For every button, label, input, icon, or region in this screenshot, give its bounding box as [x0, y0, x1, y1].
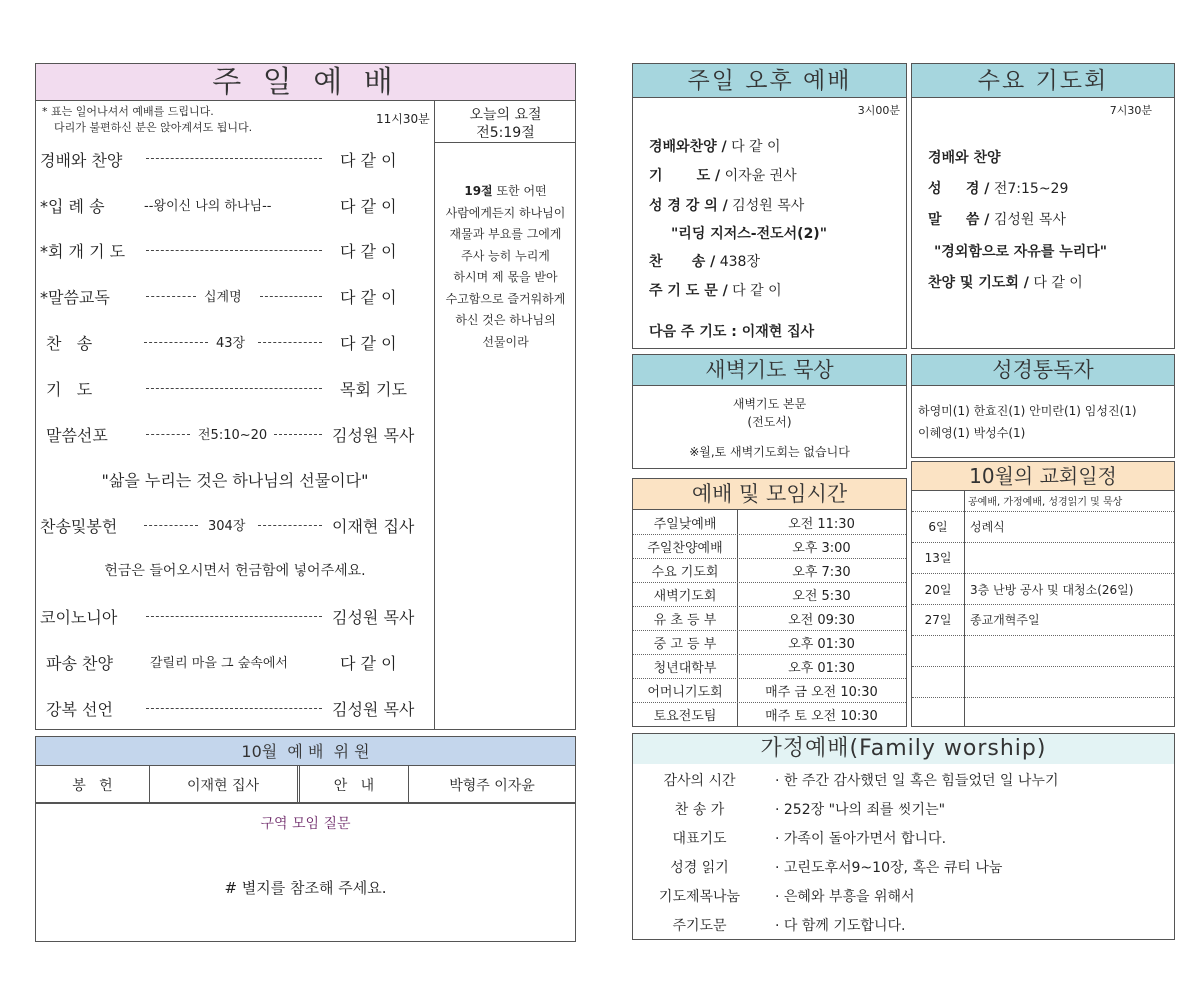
- afternoon-row: 경배와찬양 / 다 같 이: [649, 139, 781, 155]
- calendar-event: 성례식: [970, 520, 1005, 534]
- sunday-worship-title: 주 일 예 배: [36, 64, 575, 101]
- wednesday-row: 성 경 / 전7:15~29: [928, 181, 1069, 197]
- order-label: *말씀교독: [40, 288, 110, 307]
- schedule-time: 오후 7:30: [792, 565, 851, 580]
- family-worship-panel: [632, 733, 1175, 940]
- verse-line: 하신 것은 하나님의: [455, 313, 556, 327]
- order-label: 찬 송: [46, 334, 93, 353]
- calendar-day: 13일: [924, 551, 952, 565]
- order-label: 말씀선포: [46, 426, 108, 445]
- sermon-title: "삶을 누리는 것은 하나님의 선물이다": [101, 471, 369, 490]
- afternoon-time: 3시00분: [857, 104, 900, 117]
- october-calendar-title: 10월의 교회일정: [912, 462, 1174, 491]
- dawn-prayer-title: 새벽기도 묵상: [633, 355, 906, 386]
- order-leader: 목회 기도: [340, 380, 407, 399]
- afternoon-row: 성 경 강 의 / 김성원 목사: [649, 198, 805, 214]
- order-leader: 김성원 목사: [332, 608, 415, 627]
- schedule-time: 오후 01:30: [788, 637, 855, 652]
- stand-note: * 표는 일어나셔서 예배를 드립니다.: [42, 105, 214, 118]
- usher-label: 안 내: [333, 778, 375, 794]
- afternoon-row: 찬 송 / 438장: [649, 254, 760, 270]
- group-question-title: 구역 모임 질문: [260, 816, 351, 832]
- family-value: · 고린도후서9~10장, 혹은 큐티 나눔: [775, 860, 1003, 876]
- order-label: 코이노니아: [40, 608, 118, 627]
- schedule-time: 매주 토 오전 10:30: [765, 709, 878, 724]
- group-question-note: # 별지를 참조해 주세요.: [224, 879, 387, 897]
- sit-note: 다리가 불편하신 분은 앉아계셔도 됩니다.: [54, 121, 253, 134]
- calendar-event: 3층 난방 공사 및 대청소(26일): [970, 583, 1134, 597]
- verse-line: 주사 능히 누리게: [461, 248, 550, 263]
- wednesday-time: 7시30분: [1109, 104, 1152, 117]
- verse-line: 19절 또한 어떤: [464, 184, 547, 198]
- family-worship-title: 가정예배(Family worship): [633, 734, 1174, 764]
- verse-line: 재물과 부요를 그에게: [449, 227, 562, 241]
- schedule-name: 새벽기도회: [653, 589, 717, 604]
- offering-name: 이재현 집사: [186, 778, 260, 794]
- committee-title: 10월 예 배 위 원: [36, 737, 575, 766]
- afternoon-row: 기 도 / 이자윤 권사: [649, 168, 797, 184]
- schedule-time: 오전 11:30: [788, 517, 855, 532]
- schedule-time: 오후 01:30: [788, 661, 855, 676]
- schedule-name: 청년대학부: [653, 661, 717, 676]
- calendar-event: 종교개혁주일: [970, 613, 1040, 627]
- family-value: · 은혜와 부흥을 위해서: [775, 889, 915, 905]
- order-leader: 김성원 목사: [332, 700, 415, 719]
- verse-reference: 전5:19절: [476, 125, 535, 141]
- family-label: 기도제목나눔: [658, 889, 741, 905]
- order-label: 찬송및봉헌: [40, 517, 118, 536]
- service-time: 11시30분: [376, 112, 430, 126]
- family-label: 성경 읽기: [670, 860, 729, 876]
- next-prayer: 다음 주 기도 : 이재현 집사: [649, 324, 815, 340]
- family-value: · 가족이 돌아가면서 합니다.: [775, 831, 947, 847]
- bible-reading-panel: [911, 354, 1175, 458]
- order-leader: 다 같 이: [340, 151, 397, 170]
- committee-row: [36, 766, 575, 804]
- verse-line: 사람에게든지 하나님이: [445, 205, 566, 220]
- calendar-day: 6일: [928, 520, 948, 534]
- wednesday-prayer-panel: [911, 63, 1175, 349]
- verse-divider: [435, 142, 576, 143]
- schedule-time: 오후 3:00: [792, 541, 851, 556]
- dawn-line: 새벽기도 본문: [732, 397, 807, 411]
- family-label: 찬 송 가: [674, 802, 725, 818]
- afternoon-worship-title: 주일 오후 예배: [633, 64, 906, 98]
- order-leader: 다 같 이: [340, 654, 397, 673]
- schedule-time: 매주 금 오전 10:30: [765, 685, 878, 700]
- order-leader: 다 같 이: [340, 242, 397, 261]
- schedule-name: 어머니기도회: [647, 685, 723, 700]
- order-detail: --왕이신 나의 하나님--: [144, 199, 272, 214]
- schedule-name: 토요전도팀: [653, 709, 717, 724]
- offering-label: 봉 헌: [72, 778, 113, 794]
- bible-readers: 하영미(1) 한효진(1) 안미란(1) 임성진(1): [918, 404, 1137, 418]
- wednesday-row: 찬양 및 기도회 / 다 같 이: [928, 275, 1083, 291]
- usher-name: 박형주 이자윤: [449, 778, 535, 794]
- bible-study-title: "리딩 지저스-전도서(2)": [671, 226, 828, 242]
- afternoon-row: 주 기 도 문 / 다 같 이: [649, 283, 782, 299]
- bible-readers: 이혜영(1) 박성수(1): [918, 426, 1026, 440]
- verse-heading: 오늘의 요절: [469, 107, 542, 123]
- schedule-name: 유 초 등 부: [653, 613, 717, 628]
- calendar-day: 27일: [924, 613, 952, 627]
- schedule-time: 오전 09:30: [788, 613, 855, 628]
- october-calendar-panel: [911, 461, 1175, 727]
- order-leader: 다 같 이: [340, 334, 397, 353]
- schedule-name: 주일찬양예배: [647, 541, 723, 556]
- bible-reading-title: 성경통독자: [912, 355, 1174, 386]
- schedule-name: 수요 기도회: [651, 565, 719, 580]
- order-label: 경배와 찬양: [40, 151, 123, 170]
- verse-line: 하시며 제 몫을 받아: [453, 270, 558, 284]
- afternoon-worship-panel: [632, 63, 907, 349]
- committee-panel: [35, 736, 576, 942]
- schedule-panel: [632, 478, 907, 727]
- order-leader: 김성원 목사: [332, 426, 415, 445]
- wednesday-prayer-title: 수요 기도회: [912, 64, 1174, 98]
- family-label: 주기도문: [672, 918, 727, 934]
- family-label: 감사의 시간: [663, 773, 736, 789]
- wednesday-row: 경배와 찬양: [928, 150, 1001, 166]
- schedule-time: 오전 5:30: [792, 589, 851, 604]
- order-detail: 43장: [216, 336, 246, 351]
- wednesday-sermon-title: "경외함으로 자유를 누리다": [934, 244, 1108, 260]
- order-label: 파송 찬양: [46, 654, 113, 673]
- order-detail: 십계명: [204, 290, 242, 305]
- calendar-header: 공예배, 가정예배, 성경읽기 및 묵상: [968, 497, 1123, 508]
- order-leader: 이재현 집사: [332, 517, 415, 536]
- family-label: 대표기도: [672, 831, 727, 847]
- order-detail: 전5:10~20: [198, 428, 268, 443]
- verse-line: 수고함으로 즐거워하게: [445, 291, 566, 306]
- order-detail: 304장: [208, 519, 246, 534]
- verse-text: [435, 181, 576, 353]
- order-label: 강복 선언: [46, 700, 113, 719]
- order-leader: 다 같 이: [340, 197, 397, 216]
- order-leader: 다 같 이: [340, 288, 397, 307]
- sunday-worship-panel: [35, 63, 576, 730]
- schedule-name: 중 고 등 부: [653, 637, 717, 652]
- order-label: *입 례 송: [40, 197, 105, 216]
- order-label: *회 개 기 도: [40, 242, 126, 261]
- wednesday-row: 말 씀 / 김성원 목사: [928, 212, 1066, 228]
- order-detail: 갈릴리 마을 그 숲속에서: [150, 656, 288, 671]
- schedule-title: 예배 및 모임시간: [633, 479, 906, 510]
- order-label: 기 도: [46, 380, 93, 399]
- verse-column: [434, 101, 576, 730]
- dawn-line: ※월,토 새벽기도회는 없습니다: [689, 445, 850, 459]
- family-value: · 다 함께 기도합니다.: [775, 918, 906, 934]
- dawn-line: (전도서): [747, 415, 792, 429]
- family-value: · 한 주간 감사했던 일 혹은 힘들었던 일 나누기: [775, 773, 1059, 789]
- calendar-day: 20일: [924, 583, 952, 597]
- dawn-prayer-panel: [632, 354, 907, 469]
- family-value: · 252장 "나의 죄를 씻기는": [775, 802, 946, 818]
- offering-note: 헌금은 들어오시면서 헌금함에 넣어주세요.: [104, 563, 366, 579]
- verse-line: 선물이라: [482, 334, 529, 349]
- schedule-name: 주일낮예배: [653, 517, 717, 532]
